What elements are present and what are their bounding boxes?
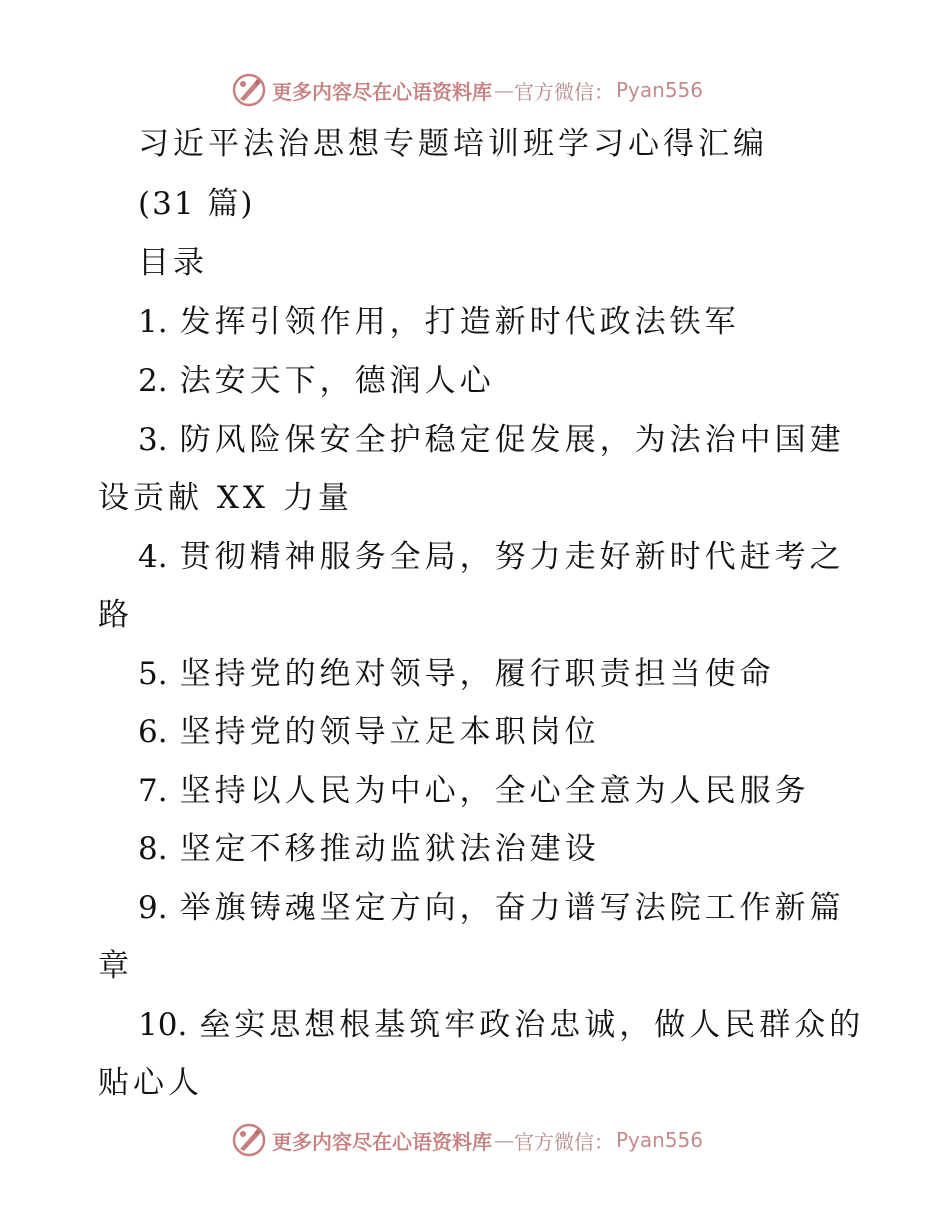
toc-item-number: 7. [138, 773, 168, 809]
document-title: 习近平法治思想专题培训班学习心得汇编 [138, 126, 768, 162]
pen-logo-icon [232, 1123, 266, 1157]
toc-item [138, 1005, 864, 1045]
watermark-wechat-id: Pyan556 [616, 1128, 704, 1152]
toc-item [138, 888, 845, 928]
toc-item-text: 发挥引领作用，打造新时代政法铁军 [179, 304, 740, 340]
watermark-dash: — [494, 78, 512, 102]
toc-item-continuation: 设贡献 XX 力量 [98, 480, 353, 516]
toc-item-number: 4. [138, 539, 168, 575]
toc-item-continuation: 章 [98, 948, 133, 984]
toc-item [138, 537, 845, 577]
toc-item-text: 坚持以人民为中心，全心全意为人民服务 [179, 773, 810, 809]
toc-item-text: 贯彻精神服务全局，努力走好新时代赶考之 [179, 539, 845, 575]
watermark-wechat-label: 官方微信： [514, 79, 614, 104]
toc-item-continuation: 贴心人 [98, 1065, 203, 1101]
toc-item-number: 8. [138, 831, 168, 867]
toc-item-number: 2. [138, 363, 168, 399]
toc-item [138, 771, 810, 811]
toc-item-continuation: 路 [98, 597, 133, 633]
watermark-wechat-id: Pyan556 [616, 78, 704, 102]
document-title-count: (31 篇) [138, 186, 255, 222]
watermark-text: 更多内容尽在心语资料库 [272, 79, 492, 104]
toc-item-text: 坚持党的领导立足本职岗位 [179, 714, 600, 750]
watermark-text: 更多内容尽在心语资料库 [272, 1129, 492, 1154]
toc-item [138, 420, 845, 460]
toc-item [138, 829, 600, 869]
toc-item-number: 5. [138, 656, 168, 692]
toc-item-number: 10. [138, 1007, 188, 1043]
toc-item-text: 防风险保安全护稳定促发展，为法治中国建 [179, 422, 845, 458]
toc-item-number: 1. [138, 304, 168, 340]
watermark-wechat-label: 官方微信： [514, 1129, 614, 1154]
toc-item [138, 654, 775, 694]
toc-item [138, 302, 740, 342]
toc-heading: 目录 [138, 245, 208, 281]
toc-item-text: 坚定不移推动监狱法治建设 [179, 831, 600, 867]
toc-item-number: 3. [138, 422, 168, 458]
toc-item-text: 法安天下，德润人心 [179, 363, 495, 399]
toc-item [138, 712, 600, 752]
toc-item [138, 361, 495, 401]
toc-item-text: 举旗铸魂坚定方向，奋力谱写法院工作新篇 [179, 890, 845, 926]
toc-item-number: 9. [138, 890, 168, 926]
watermark-dash: — [494, 1128, 512, 1152]
pen-logo-icon [232, 73, 266, 107]
header-watermark [232, 72, 703, 108]
footer-watermark [232, 1122, 703, 1158]
toc-item-text: 坚持党的绝对领导，履行职责担当使命 [179, 656, 775, 692]
toc-item-number: 6. [138, 714, 168, 750]
toc-item-text: 垒实思想根基筑牢政治忠诚，做人民群众的 [199, 1007, 865, 1043]
